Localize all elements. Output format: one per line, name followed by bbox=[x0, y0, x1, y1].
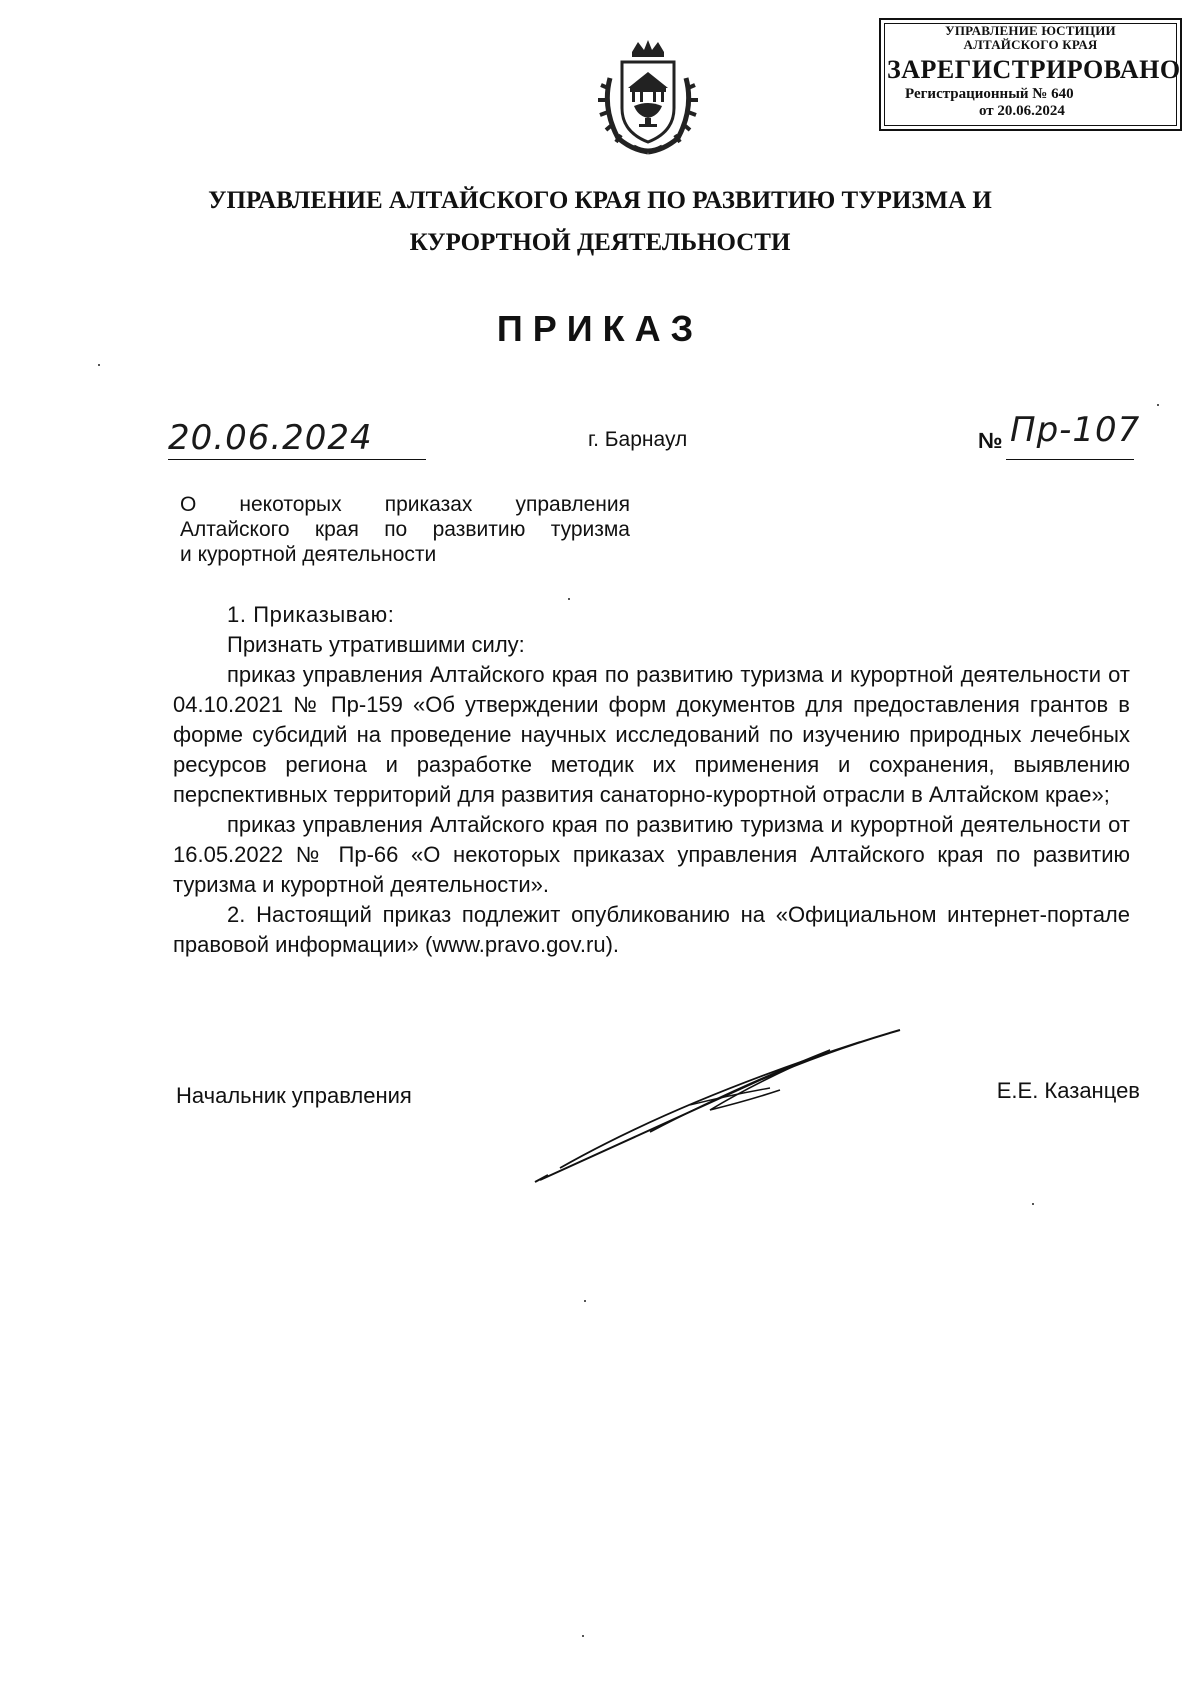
signer-name: Е.Е. Казанцев bbox=[996, 1078, 1140, 1103]
body-paragraph: приказ управления Алтайского края по развитию туризма и курортной деятельности от 16.05.2022 № Пр-66 «О некоторых приказах управления Алтайского края по развитию туризма и курортной деятельности». bbox=[173, 812, 1130, 897]
handwritten-number: Пр-107 bbox=[1010, 410, 1141, 450]
body-paragraph: Признать утратившими силу: bbox=[227, 632, 525, 657]
stamp-registration-date: от 20.06.2024 bbox=[979, 103, 1065, 119]
altai-krai-coat-of-arms-icon bbox=[588, 38, 708, 156]
scan-speck bbox=[584, 1300, 586, 1302]
handwritten-date: 20.06.2024 bbox=[168, 418, 373, 458]
order-body bbox=[173, 600, 1130, 960]
stamp-department: УПРАВЛЕНИЕ ЮСТИЦИИ АЛТАЙСКОГО КРАЯ bbox=[945, 23, 1116, 52]
subject-line: Алтайского края по развитию туризма bbox=[180, 518, 630, 541]
handwritten-signature bbox=[530, 1010, 930, 1190]
organization-title: УПРАВЛЕНИЕ АЛТАЙСКОГО КРАЯ ПО РАЗВИТИЮ ТУРИЗМА И КУРОРТНОЙ ДЕЯТЕЛЬНОСТИ bbox=[208, 187, 992, 256]
body-paragraph: 1. Приказываю: bbox=[227, 602, 395, 627]
city: г. Барнаул bbox=[588, 428, 688, 451]
subject-line: и курортной деятельности bbox=[180, 543, 437, 566]
scan-speck bbox=[1157, 404, 1159, 406]
scan-speck bbox=[98, 364, 100, 366]
signer-position: Начальник управления bbox=[176, 1083, 412, 1108]
registration-stamp bbox=[879, 18, 1182, 131]
number-underline bbox=[1006, 459, 1134, 460]
body-paragraph: 2. Настоящий приказ подлежит опубликованию на «Официальном интернет-портале правовой информации» (www.pravo.gov.ru). bbox=[173, 902, 1130, 957]
subject-line: О некоторых приказах управления bbox=[180, 493, 630, 516]
stamp-registration-number: Регистрационный № 640 bbox=[905, 86, 1074, 102]
stamp-status: ЗАРЕГИСТРИРОВАНО bbox=[887, 55, 1181, 84]
number-sign: № bbox=[978, 428, 1003, 453]
scan-speck bbox=[568, 598, 570, 600]
body-paragraph: приказ управления Алтайского края по развитию туризма и курортной деятельности от 04.10.2021 № Пр-159 «Об утверждении форм документов для предоставления грантов в форме субсидий на проведение научных исследований по изучению природных лечебных ресурсов региона и разработке методик их применения и сохранения, выявлению перспективных территорий для развития санаторно-курортной отрасли в Алтайском крае»; bbox=[173, 662, 1130, 807]
scan-speck bbox=[1032, 1203, 1034, 1205]
scan-speck bbox=[582, 1635, 584, 1637]
date-underline bbox=[168, 459, 426, 460]
order-subject bbox=[180, 492, 630, 567]
document-type-title: ПРИКАЗ bbox=[496, 308, 704, 349]
